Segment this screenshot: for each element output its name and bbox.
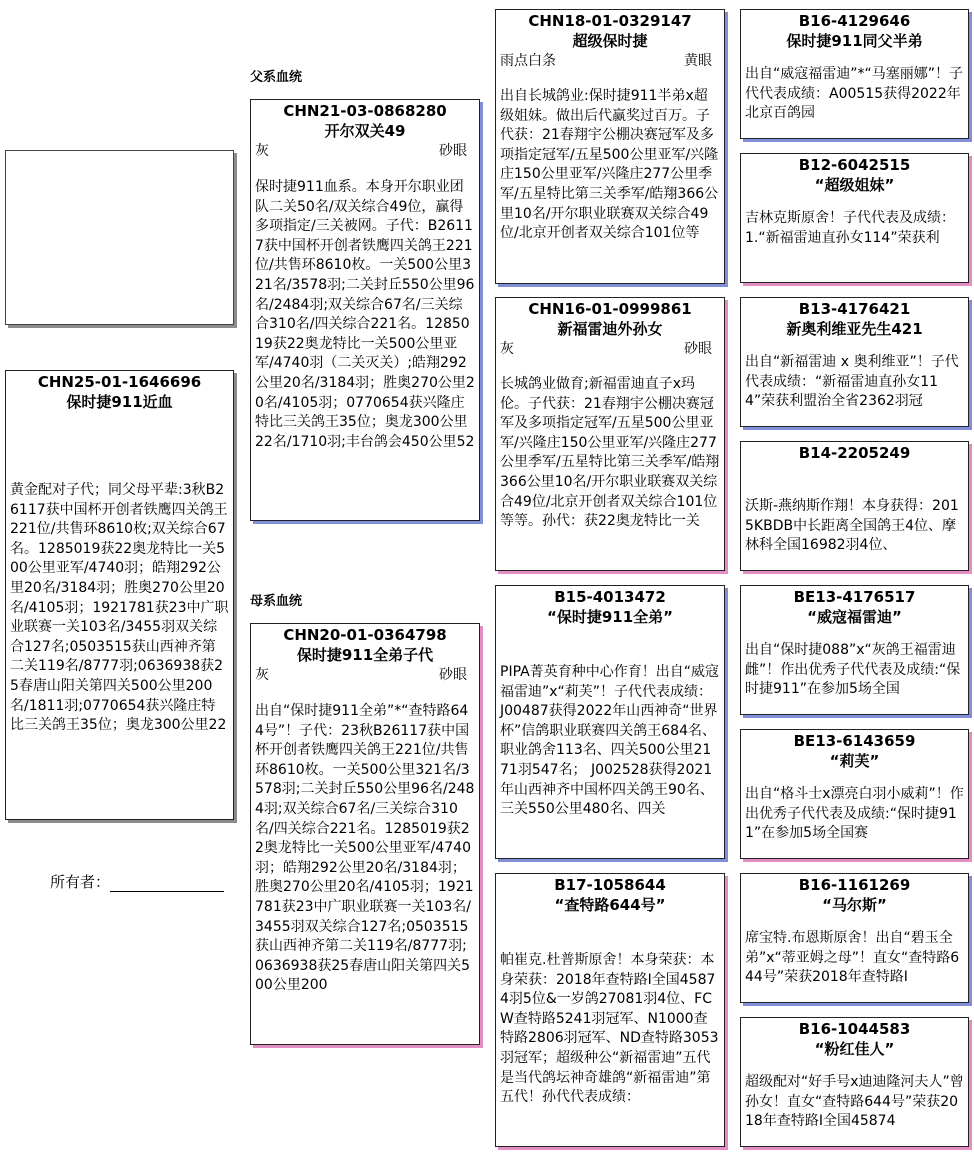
bird-name: “威寇福雷迪” [807, 608, 902, 626]
bird-name: 开尔双关49 [324, 122, 406, 140]
sire-card [250, 99, 480, 521]
ring-number: BE13-4176517 [793, 588, 916, 606]
bird-description: PIPA菁英育种中心作育！出自“威寇福雷迪”x“莉芙”！子代代表成绩： J00487获得2022年山西神奇“世界杯”信鸽职业联赛四关鸽王684名、职业鸽舍113名、四关500公里2171羽547名； J002528获得2021年山西神齐中国杯四关鸽王90名、三关550公里480名、四关 [500, 664, 719, 818]
dam-dam-card [495, 873, 725, 1147]
bird-name: 超级保时捷 [572, 32, 648, 50]
bird-name: 新奥利维亚先生421 [786, 320, 923, 338]
bird-attributes [496, 51, 724, 71]
bird-description: 黄金配对子代；同父母平辈:3秋B26117获中国杯开创者铁鹰四关鸽王221位/共售环8610枚;双关综合67名。1285019获22奥龙特比一关500公里亚军/4740羽；皓翔292公里20名/3184羽；胜奥270公里20名/4105羽；1921781获23中广职业联赛一关103名/3455羽双关综合127名;0503515获山西神齐第二关119名/8777羽;0636938获25春唐山阳关第四关500公里200名/1811羽;0770654获兴隆庄特比三关鸽王35位；奥龙300公里22 [10, 482, 229, 734]
bird-name: 新福雷迪外孙女 [557, 320, 663, 338]
bird-name: “保时捷911全弟” [546, 608, 674, 626]
ggp-card-3 [740, 297, 969, 427]
bird-description: 出自“保时捷088”x“灰鸽王福雷迪雌”！作出优秀子代代表及成绩:“保时捷911”在参加5场全国 [745, 642, 961, 698]
bird-description: 出自“保时捷911全弟”*“查特路644号”！子代：23秋B26117获中国杯开创者铁鹰四关鸽王221位/共售环8610枚。一关500公里321名/3578羽;二关封丘550公里96名/2484羽;双关综合67名/三关综合310名/四关综合221名。1285019获22奥龙特比一关500公里亚军/4740羽；皓翔292公里20名/3184羽；胜奥270公里20名/4105羽；1921781获23中广职业联赛一关103名/3455羽双关综合127名;0503515获山西神齐第二关119名/8777羽;0636938获25春唐山阳关第四关500公里200 [255, 703, 475, 994]
bird-name: 保时捷911同父半弟 [786, 32, 923, 50]
bird-description: 出自“新福雷迪 x 奥利维亚”！子代代表成绩：“新福雷迪直孙女114”荣获利盟治全省2362羽冠 [745, 354, 959, 410]
ggp-card-5 [740, 585, 969, 715]
ring-number: CHN20-01-0364798 [283, 626, 447, 644]
bird-description: 沃斯-燕纳斯作翔！本身获得：2015KBDB中长距离全国鸽王4位、摩林科全国16982羽4位、 [745, 498, 959, 554]
bird-attributes [496, 339, 724, 359]
ring-number: CHN16-01-0999861 [528, 300, 692, 318]
sire-line-label: 父系血统 [250, 70, 303, 85]
owner-field [50, 871, 224, 892]
ring-number: BE13-6143659 [793, 732, 916, 750]
bird-name: “莉芙” [829, 752, 880, 770]
ring-number: B15-4013472 [554, 588, 666, 606]
owner-label: 所有者： [50, 873, 111, 891]
ggp-card-4 [740, 441, 969, 571]
ggp-card-8 [740, 1017, 969, 1147]
dam-line-label: 母系血统 [250, 594, 303, 609]
subject-card [5, 370, 234, 820]
ring-number: CHN25-01-1646696 [37, 373, 202, 391]
dam-sire-card [495, 585, 725, 859]
owner-input-line [110, 877, 224, 892]
eye-type: 黄眼 [684, 53, 712, 69]
ring-number: B16-1044583 [798, 1020, 911, 1038]
plumage-color: 灰 [255, 667, 269, 683]
ggp-card-1 [740, 9, 969, 139]
bird-name: “马尔斯” [822, 896, 887, 914]
bird-name [741, 463, 968, 483]
ggp-card-7 [740, 873, 969, 1003]
bird-description: 长城鸽业做育;新福雷迪直子x玛伦。子代获：21春翔宇公棚决赛冠军及多项指定冠军/五星500公里亚军/兴隆庄150公里亚军/兴隆庄277公里季军/五星特比第三关季军/皓翔366公里10名/开尔职业联赛双关综合49位/北京开创者双关综合101位等等。孙代：获22奥龙特比一关 [500, 376, 720, 530]
bird-description: 帕崔克.杜普斯原舍！本身荣获：本身荣获：2018年查特路I全国45874羽5位&一岁鸽27081羽4位、FCW查特路5241羽冠军、N1000查特路2806羽冠军、ND查特路3053羽冠军；超级种公“新福雷迪”五代是当代鸽坛神奇雄鸽“新福雷迪”第五代！孙代代表成绩： [500, 952, 719, 1106]
ring-number: B13-4176421 [798, 300, 911, 318]
dam-card [250, 623, 480, 1045]
ring-number: B17-1058644 [554, 876, 666, 894]
bird-description: 出自长城鸽业:保时捷911半弟x超级姐妹。做出后代赢奖过百万。子代获：21春翔宇公棚决赛冠军及多项指定冠军/五星500公里亚军/兴隆庄150公里亚军/兴隆庄277公里季军/五星特比第三关季军/皓翔366公里10名/开尔职业联赛双关综合49位/北京开创者双关综合101位等 [500, 88, 719, 242]
bird-name: 保时捷911近血 [66, 393, 173, 411]
bird-name: 保时捷911全弟子代 [296, 646, 434, 664]
sire-dam-card [495, 297, 725, 571]
bird-attributes [251, 141, 479, 161]
bird-name: “超级姐妹” [814, 176, 895, 194]
ring-number: CHN18-01-0329147 [528, 12, 692, 30]
eye-type: 砂眼 [684, 341, 712, 357]
bird-description: 保时捷911血系。本身开尔职业团队二关50名/双关综合49位，赢得多项指定/三关被网。子代：B26117获中国杯开创者铁鹰四关鸽王221位/共售环8610枚。一关500公里321名/3578羽;二关封丘550公里96名/2484羽;双关综合67名/三关综合310名/四关综合221名。1285019获22奥龙特比一关500公里亚军/4740羽（二关灭关）;皓翔292公里20名/3184羽；胜奥270公里20名/4105羽；0770654获兴隆庄特比三关鸽王35位；奥龙300公里22名/1710羽;丰台鸽会450公里52 [255, 179, 475, 450]
plumage-color: 灰 [500, 341, 514, 357]
bird-attributes [251, 665, 479, 685]
bird-description: 出自“威寇福雷迪”*“马塞丽娜”！子代代表成绩：A00515获得2022年北京百鸽园 [745, 66, 964, 122]
ggp-card-2 [740, 153, 969, 283]
sire-sire-card [495, 9, 725, 284]
ring-number: B16-1161269 [798, 876, 911, 894]
eye-type: 砂眼 [439, 143, 467, 159]
bird-description: 吉林克斯原舍！子代代表及成绩：1.“新福雷迪直孙女114”荣获利 [745, 210, 955, 246]
bird-name: “粉红佳人” [814, 1040, 895, 1058]
photo-placeholder [5, 150, 234, 325]
ring-number: CHN21-03-0868280 [283, 102, 447, 120]
ring-number: B14-2205249 [798, 444, 911, 462]
plumage-color: 雨点白条 [500, 53, 556, 69]
bird-description: 超级配对“好手号x迪迪隆河夫人”曾孙女！直女“查特路644号”荣获2018年查特路I全国45874 [745, 1074, 964, 1130]
bird-description: 席宝特.布恩斯原舍！出自“碧玉全弟”x“蒂亚姆之母”！直女“查特路644号”荣获2018年查特路I [745, 930, 960, 986]
ring-number: B16-4129646 [798, 12, 911, 30]
bird-description: 出自“格斗士x漂亮白羽小威莉”！作出优秀子代代表及成绩:“保时捷911”在参加5场全国赛 [745, 786, 964, 842]
plumage-color: 灰 [255, 143, 269, 159]
ring-number: B12-6042515 [798, 156, 911, 174]
eye-type: 砂眼 [439, 667, 467, 683]
bird-name: “查特路644号” [554, 896, 666, 914]
ggp-card-6 [740, 729, 969, 859]
